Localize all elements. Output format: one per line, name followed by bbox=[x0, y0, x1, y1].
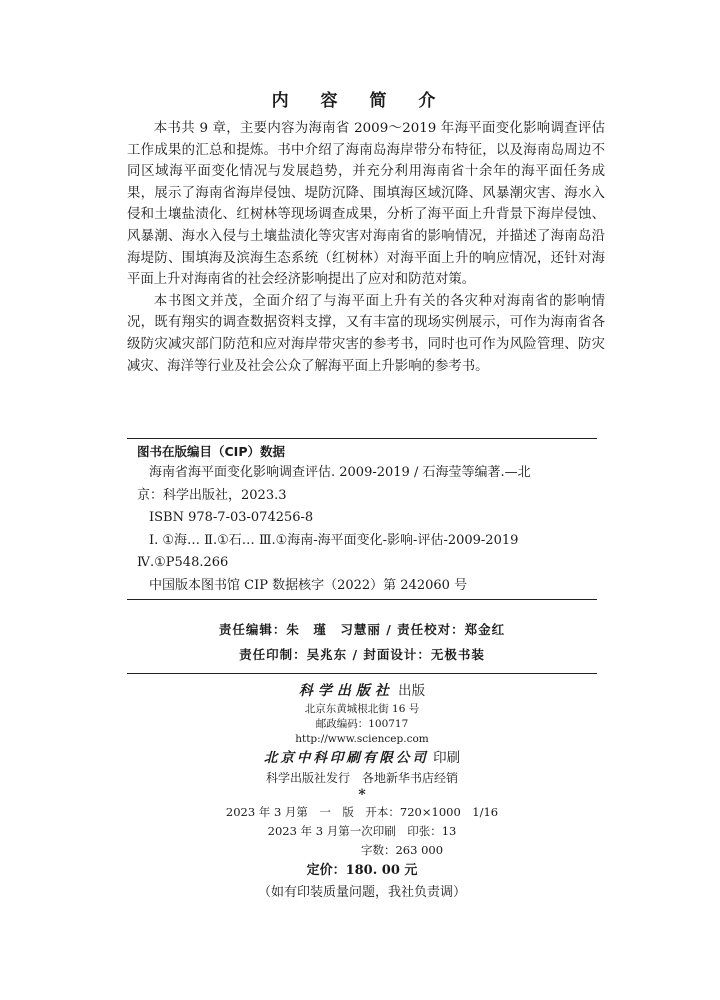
distribution-line: 科学出版社发行 各地新华书店经销 bbox=[265, 771, 458, 785]
cip-classification-number: Ⅳ.①P548.266 bbox=[137, 555, 229, 570]
cip-title-line: 海南省海平面变化影响调查评估. 2009-2019 / 石海莹等编著.—北 bbox=[149, 465, 531, 480]
content-summary bbox=[127, 118, 605, 377]
colophon bbox=[127, 680, 597, 904]
publisher-name: 科学出版社 bbox=[298, 683, 394, 699]
quality-note: （如有印装质量问题，我社负责调） bbox=[257, 885, 466, 900]
cip-isbn: ISBN 978-7-03-074256-8 bbox=[149, 510, 314, 525]
printer-name: 北京中科印刷有限公司 bbox=[263, 750, 429, 766]
editorial-credits bbox=[127, 617, 597, 674]
edition-line: 2023 年 3 月第 一 版 开本：720×1000 1/16 bbox=[225, 805, 499, 819]
printer-line bbox=[127, 747, 597, 769]
cip-classification: Ⅰ. ①海… Ⅱ.①石… Ⅲ.①海南-海平面变化-影响-评估-2009-2019 bbox=[149, 532, 519, 548]
publisher-postcode: 邮政编码：100717 bbox=[315, 718, 409, 730]
editors-line: 责任编辑：朱 瑾 习慧丽 / 责任校对：郑金红 bbox=[218, 622, 506, 637]
word-count: 字数：263 000 bbox=[360, 843, 444, 857]
separator-asterisk: * bbox=[358, 787, 366, 803]
publisher-suffix: 出版 bbox=[398, 683, 426, 699]
publisher-line bbox=[127, 680, 597, 702]
production-line: 责任印制：吴兆东 / 封面设计：无极书装 bbox=[239, 647, 485, 662]
cip-verification-number: 中国版本图书馆 CIP 数据核字（2022）第 242060 号 bbox=[149, 577, 468, 593]
content-summary-title: 内 容 简 介 bbox=[271, 91, 449, 111]
summary-paragraph-2: 本书图文并茂，全面介绍了与海平面上升有关的各灾种对海南省的影响情况，既有翔实的调查数据资料支撑，又有丰富的现场实例展示，可作为海南省各级防灾减灾部门防范和应对海岸带灾害的参考书，同时也可作为风险管理、防灾减灾、海洋等行业及社会公众了解海平面上升影响的参考书。 bbox=[127, 293, 605, 374]
cip-data-block bbox=[127, 438, 597, 600]
price: 定价：180. 00 元 bbox=[306, 863, 418, 878]
cip-heading: 图书在版编目（CIP）数据 bbox=[137, 444, 285, 459]
summary-paragraph-1: 本书共 9 章，主要内容为海南省 2009～2019 年海平面变化影响调查评估工作成果的汇总和提炼。书中介绍了海南岛海岸带分布特征，以及海南岛周边不同区域海平面变化情况与发展趋势，并充分利用海南省十余年的海平面任务成果，展示了海南省海岸侵蚀、堤防沉降、围填海区域沉降、风暴潮灾害、海水入侵和土壤盐渍化、红树林等现场调查成果，分析了海平面上升背景下海岸侵蚀、风暴潮、海水入侵与土壤盐渍化等灾害对海南省的影响情况，并描述了海南岛沿海堤防、围填海及滨海生态系统（红树林）对海平面上升的响应情况，还针对海平面上升对海南省的社会经济影响提出了应对和防范对策。 bbox=[127, 121, 605, 288]
printing-line: 2023 年 3 月第一次印刷 印张：13 bbox=[267, 824, 457, 838]
printer-suffix: 印刷 bbox=[433, 750, 461, 766]
cip-publisher-line: 京：科学出版社，2023.3 bbox=[137, 487, 287, 503]
publisher-website: http://www.sciencep.com bbox=[295, 733, 429, 745]
publisher-address: 北京东黄城根北街 16 号 bbox=[304, 703, 420, 715]
